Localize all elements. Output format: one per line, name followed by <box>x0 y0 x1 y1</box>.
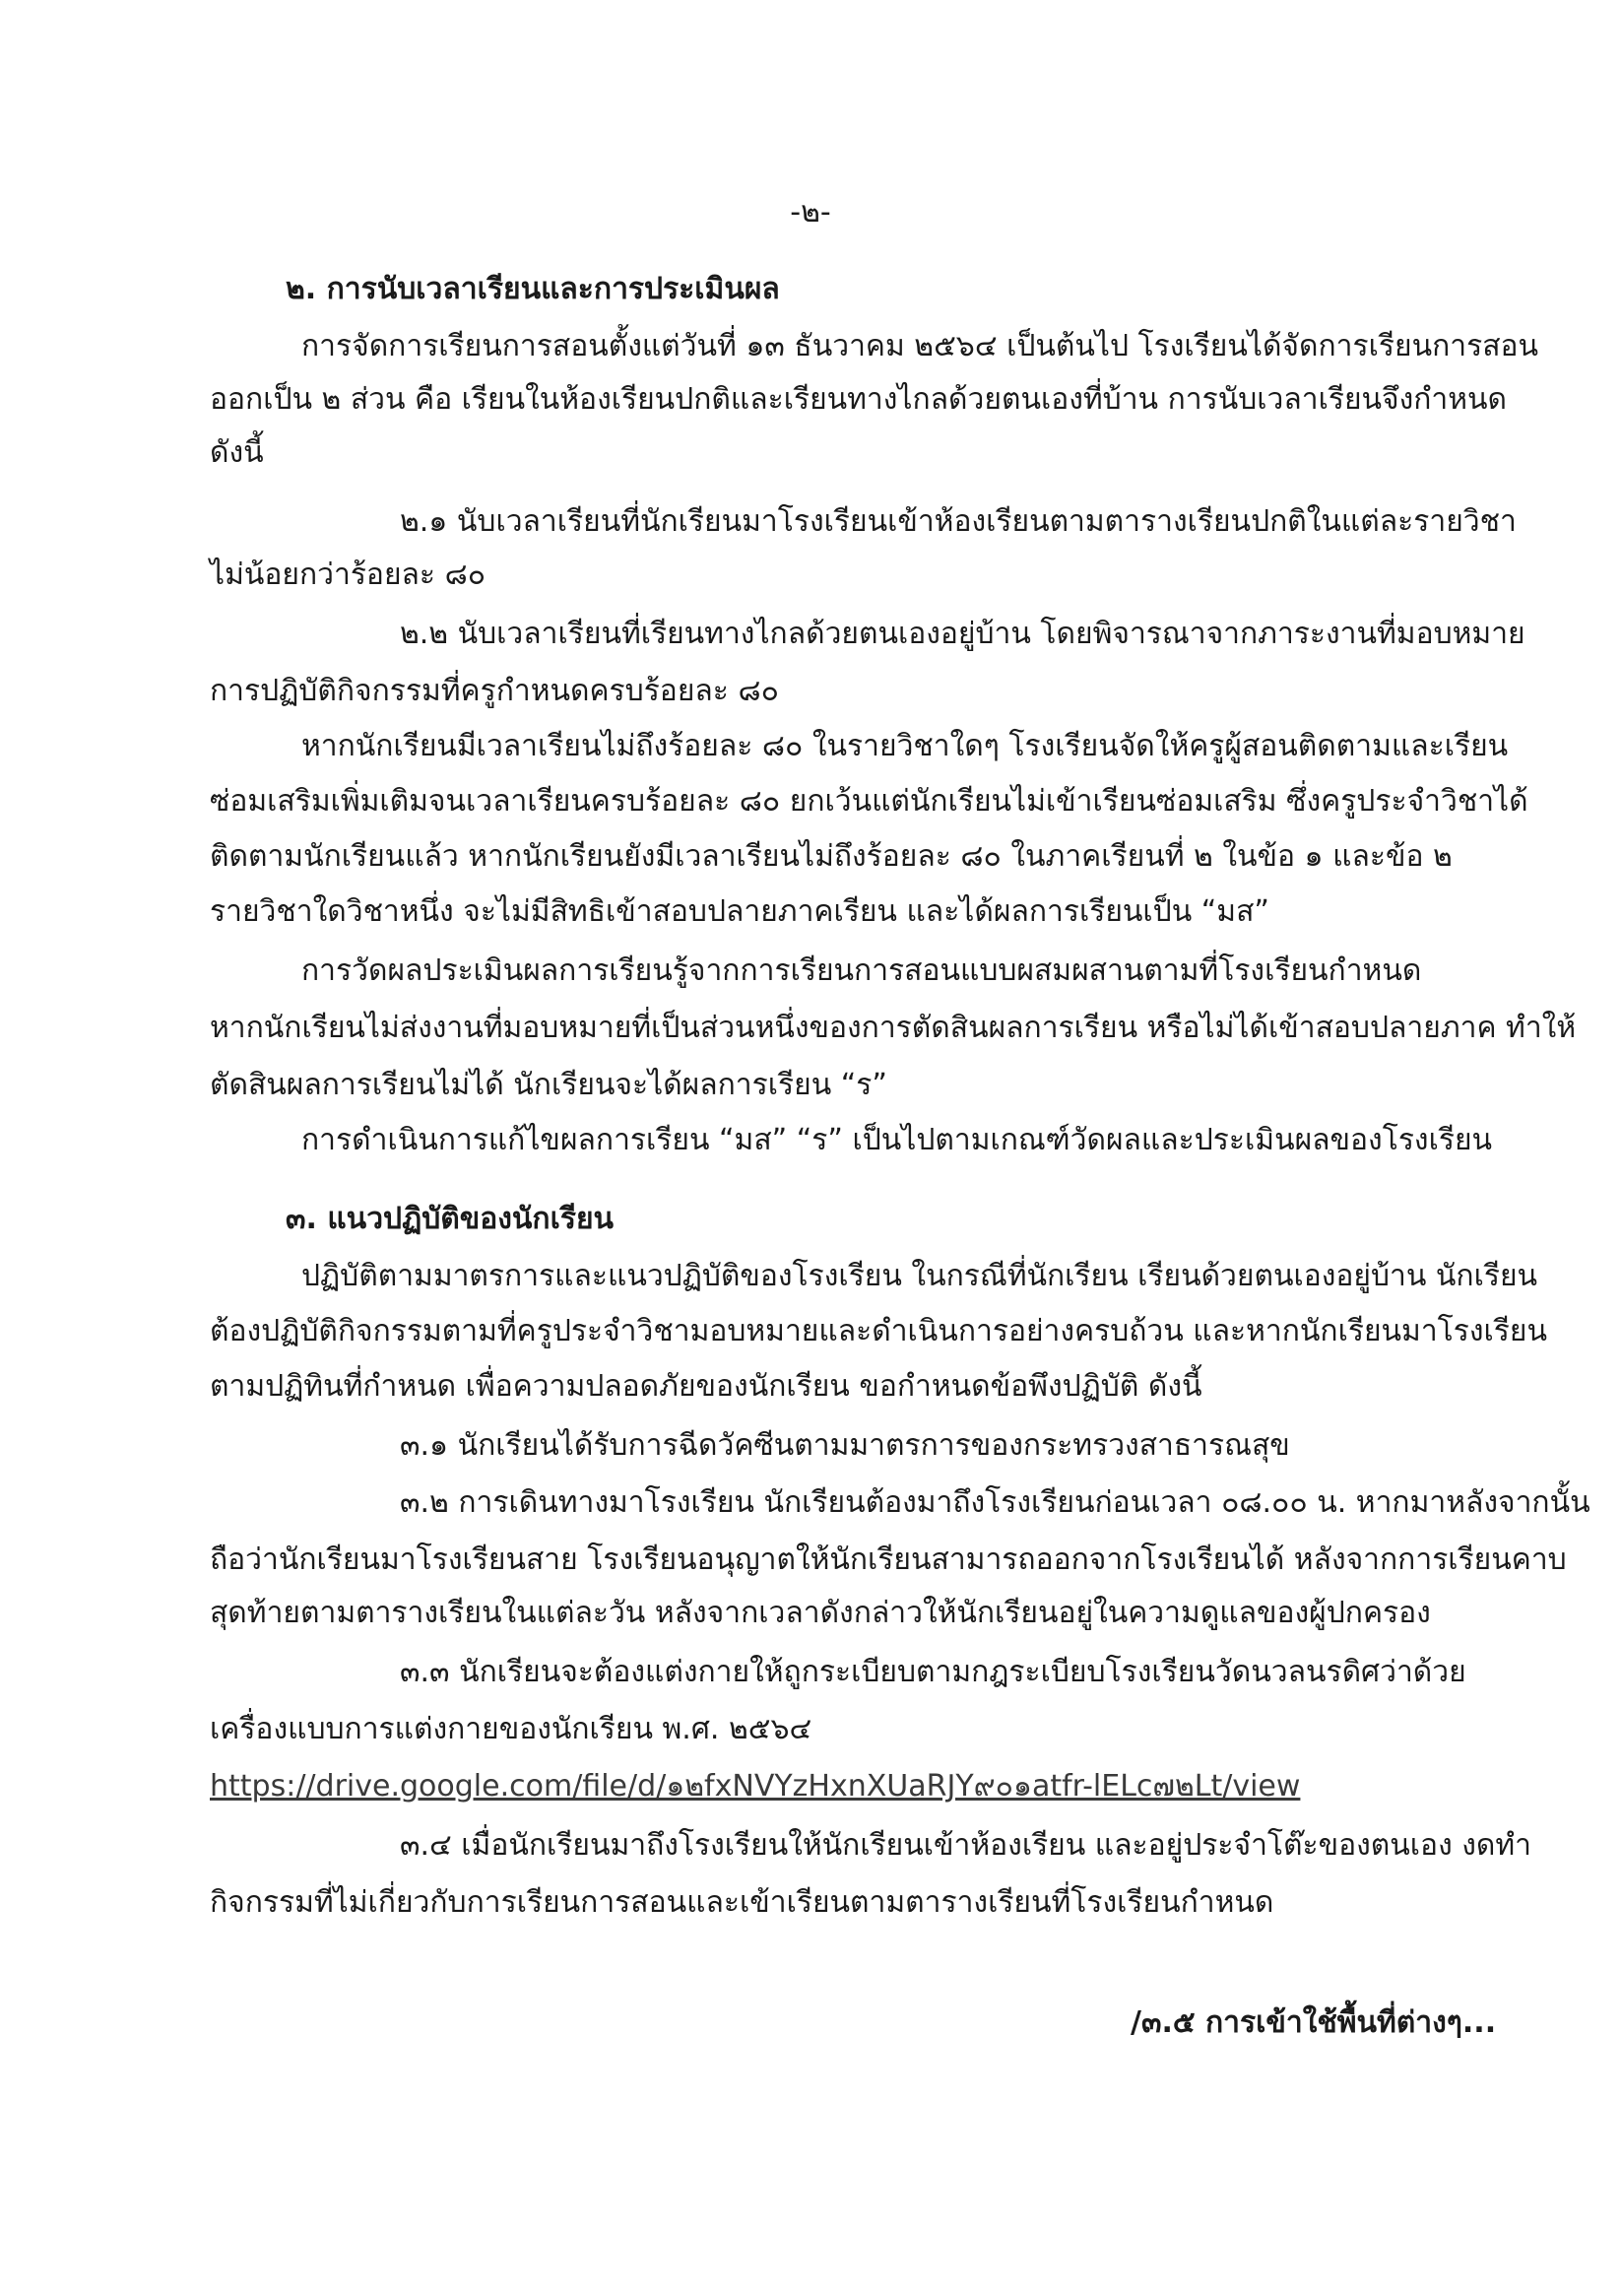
section-2-intro-line-3: ดังนี้ <box>210 435 264 470</box>
page-number: -๒- <box>790 195 831 230</box>
uniform-rules-link[interactable]: https://drive.google.com/file/d/๑๒fxNVYzHxnXUaRJY๙๐๑atfr-lELc๗๒Lt/view <box>210 1769 1301 1804</box>
section-3-intro-line-2: ต้องปฏิบัติกิจกรรมตามที่ครูประจำวิชามอบหมายและดำเนินการอย่างครบถ้วน และหากนักเรียนมาโรงเรียน <box>210 1314 1547 1348</box>
absent-para-line-4: รายวิชาใดวิชาหนึ่ง จะไม่มีสิทธิเข้าสอบปลายภาคเรียน และได้ผลการเรียนเป็น “มส” <box>210 894 1269 929</box>
section-3-intro-line-1: ปฏิบัติตามมาตรการและแนวปฏิบัติของโรงเรียน ในกรณีที่นักเรียน เรียนด้วยตนเองอยู่บ้าน นักเรียน <box>301 1259 1538 1293</box>
fix-para: การดำเนินการแก้ไขผลการเรียน “มส” “ร” เป็นไปตามเกณฑ์วัดผลและประเมินผลของโรงเรียน <box>301 1123 1493 1157</box>
item-3-1: ๓.๑ นักเรียนได้รับการฉีดวัคซีนตามมาตรการของกระทรวงสาธารณสุข <box>400 1428 1290 1463</box>
absent-para-line-1: หากนักเรียนมีเวลาเรียนไม่ถึงร้อยละ ๘๐ ในรายวิชาใดๆ โรงเรียนจัดให้ครูผู้สอนติดตามและเรียน <box>301 729 1509 763</box>
item-3-2-line-3: สุดท้ายตามตารางเรียนในแต่ละวัน หลังจากเวลาดังกล่าวให้นักเรียนอยู่ในความดูแลของผู้ปกครอง <box>210 1596 1431 1630</box>
section-2-heading: ๒. การนับเวลาเรียนและการประเมินผล <box>286 272 780 306</box>
absent-para-line-2: ซ่อมเสริมเพิ่มเติมจนเวลาเรียนครบร้อยละ ๘๐ ยกเว้นแต่นักเรียนไม่เข้าเรียนซ่อมเสริม ซึ่งครูประจำวิชาได้ <box>210 784 1528 819</box>
continuation-note: /๓.๕ การเข้าใช้พื้นที่ต่างๆ... <box>1131 2005 1497 2040</box>
eval-para-line-3: ตัดสินผลการเรียนไม่ได้ นักเรียนจะได้ผลการเรียน “ร” <box>210 1068 887 1102</box>
item-3-3-line-1: ๓.๓ นักเรียนจะต้องแต่งกายให้ถูกระเบียบตามกฎระเบียบโรงเรียนวัดนวลนรดิศว่าด้วย <box>400 1655 1466 1689</box>
item-3-4-line-2: กิจกรรมที่ไม่เกี่ยวกับการเรียนการสอนและเข้าเรียนตามตารางเรียนที่โรงเรียนกำหนด <box>210 1885 1274 1920</box>
section-3-intro-line-3: ตามปฏิทินที่กำหนด เพื่อความปลอดภัยของนักเรียน ขอกำหนดข้อพึงปฏิบัติ ดังนี้ <box>210 1369 1202 1404</box>
item-3-2-line-1: ๓.๒ การเดินทางมาโรงเรียน นักเรียนต้องมาถึงโรงเรียนก่อนเวลา ๐๘.๐๐ น. หากมาหลังจากนั้น <box>400 1485 1590 1520</box>
item-2-2-line-1: ๒.๒ นับเวลาเรียนที่เรียนทางไกลด้วยตนเองอยู่บ้าน โดยพิจารณาจากภาระงานที่มอบหมาย <box>400 617 1525 651</box>
section-2-intro-line-1: การจัดการเรียนการสอนตั้งแต่วันที่ ๑๓ ธันวาคม ๒๕๖๔ เป็นต้นไป โรงเรียนได้จัดการเรียนการสอน <box>301 329 1539 363</box>
eval-para-line-2: หากนักเรียนไม่ส่งงานที่มอบหมายที่เป็นส่วนหนึ่งของการตัดสินผลการเรียน หรือไม่ได้เข้าสอบปลายภาค ทำให้ <box>210 1011 1577 1045</box>
item-2-2-line-2: การปฏิบัติกิจกรรมที่ครูกำหนดครบร้อยละ ๘๐ <box>210 674 779 708</box>
item-3-4-line-1: ๓.๔ เมื่อนักเรียนมาถึงโรงเรียนให้นักเรียนเข้าห้องเรียน และอยู่ประจำโต๊ะของตนเอง งดทำ <box>400 1828 1532 1863</box>
eval-para-line-1: การวัดผลประเมินผลการเรียนรู้จากการเรียนการสอนแบบผสมผสานตามที่โรงเรียนกำหนด <box>301 953 1422 988</box>
section-3-heading: ๓. แนวปฏิบัติของนักเรียน <box>286 1202 615 1236</box>
item-2-1-line-1: ๒.๑ นับเวลาเรียนที่นักเรียนมาโรงเรียนเข้าห้องเรียนตามตารางเรียนปกติในแต่ละรายวิชา <box>400 504 1517 539</box>
section-2-intro-line-2: ออกเป็น ๒ ส่วน คือ เรียนในห้องเรียนปกติและเรียนทางไกลด้วยตนเองที่บ้าน การนับเวลาเรียนจึงกำหนด <box>210 382 1508 417</box>
item-3-3-line-2: เครื่องแบบการแต่งกายของนักเรียน พ.ศ. ๒๕๖๔ <box>210 1712 812 1746</box>
item-3-2-line-2: ถือว่านักเรียนมาโรงเรียนสาย โรงเรียนอนุญาตให้นักเรียนสามารถออกจากโรงเรียนได้ หลังจากการเรียนคาบ <box>210 1542 1567 1577</box>
item-2-1-line-2: ไม่น้อยกว่าร้อยละ ๘๐ <box>210 558 486 592</box>
absent-para-line-3: ติดตามนักเรียนแล้ว หากนักเรียนยังมีเวลาเรียนไม่ถึงร้อยละ ๘๐ ในภาคเรียนที่ ๒ ในข้อ ๑ และข้อ ๒ <box>210 839 1453 874</box>
